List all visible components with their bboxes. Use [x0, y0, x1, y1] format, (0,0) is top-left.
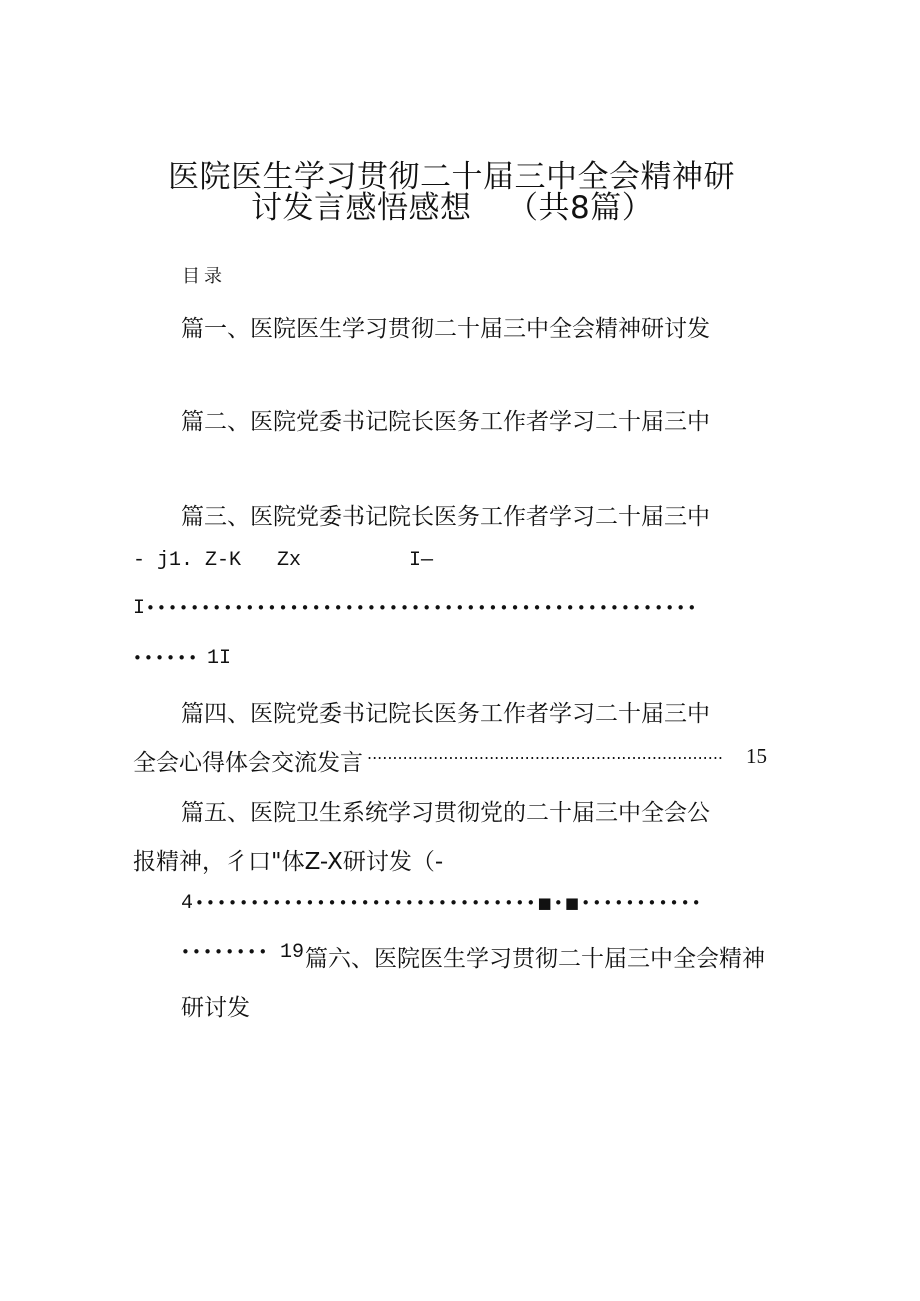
toc-entry-5-leader-dots-cont: •••••••• [181, 943, 270, 961]
document-title-line2: 讨发言感悟感想 [251, 190, 472, 226]
toc-entry-2[interactable]: 篇二、医院党委书记院长医务工作者学习二十届三中 [181, 409, 710, 435]
toc-entry-3-garbled-line: - j1. Z-K Zx I— [133, 549, 434, 572]
toc-entry-1[interactable]: 篇一、医院医生学习贯彻二十届三中全会精神研讨发 [181, 316, 710, 342]
toc-entry-6[interactable]: 篇六、医院医生学习贯彻二十届三中全会精神 [305, 946, 765, 972]
toc-entry-5-leader-dots: •••••••••••••••••••••••••••••••■•■••••••••••• [195, 894, 703, 912]
toc-entry-4[interactable]: 篇四、医院党委书记院长医务工作者学习二十届三中 [181, 701, 710, 727]
document-title-count: （共8篇） [507, 190, 654, 226]
toc-entry-4-continuation: 全会心得体会交流发言 [133, 750, 363, 776]
document-title-line1: 医院医生学习贯彻二十届三中全会精神研 [168, 159, 735, 195]
toc-entry-4-page-number: 15 [746, 744, 767, 768]
toc-entry-4-leader-dots: ...................................................................... [367, 744, 724, 763]
toc-entry-5-continuation: 报精神，彳口"体Z-X研讨发（- [133, 849, 444, 875]
toc-entry-3-page-number: 1I [207, 647, 232, 670]
toc-entry-3-line3-start: I [133, 597, 146, 620]
toc-entry-3-leader-dots: •••••••••••••••••••••••••••••••••••••••••••••••••• [146, 599, 699, 617]
toc-entry-5[interactable]: 篇五、医院卫生系统学习贯彻党的二十届三中全会公 [181, 800, 710, 826]
toc-entry-5-page-number: 19 [280, 941, 305, 964]
toc-entry-5-line3-start: 4 [181, 892, 194, 915]
toc-label: 目录 [182, 266, 226, 287]
toc-entry-6-continuation: 研讨发 [181, 995, 250, 1021]
toc-entry-3[interactable]: 篇三、医院党委书记院长医务工作者学习二十届三中 [181, 504, 710, 530]
toc-entry-3-leader-dots-cont: •••••• [133, 649, 200, 667]
